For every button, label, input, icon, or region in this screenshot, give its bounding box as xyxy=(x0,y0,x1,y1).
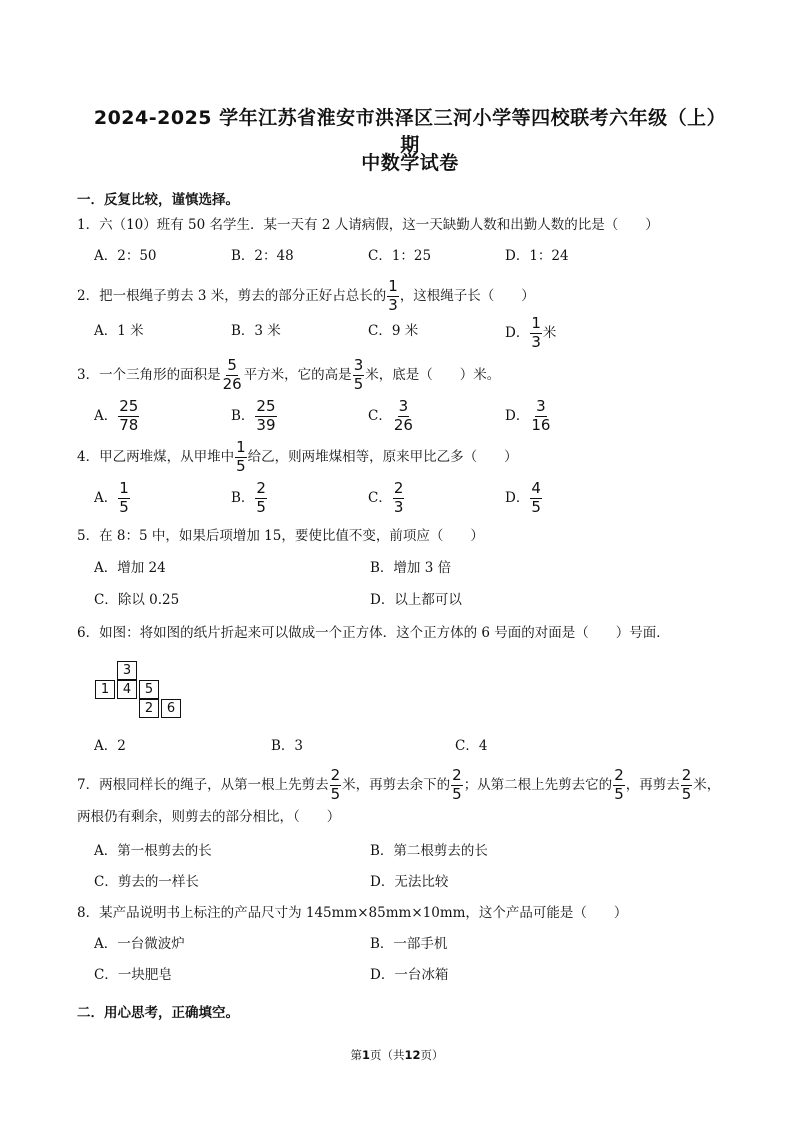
q4-option-b: B． $\frac{2}{5}$ xyxy=(231,479,266,516)
question-8-text: 8．某产品说明书上标注的产品尺寸为 145mm×85mm×10mm，这个产品可能是（ ） xyxy=(77,905,628,921)
net-face-2: 2 xyxy=(139,699,159,718)
q4-option-d: D． $\frac{4}{5}$ xyxy=(505,479,541,516)
fraction: $\frac{2}{5}$ xyxy=(330,766,341,803)
q3-option-c: C． $\frac{3}{26}$ xyxy=(368,397,413,434)
q5-option-d: D．以上都可以 xyxy=(370,592,462,608)
q6-option-b: B．3 xyxy=(271,738,304,754)
q6-option-a: A．2 xyxy=(94,738,126,754)
fraction: $\frac{25}{39}$ xyxy=(256,397,276,434)
fraction: $\frac{2}{5}$ xyxy=(681,766,692,803)
q3-option-d: D． $\frac{3}{16}$ xyxy=(505,397,551,434)
net-face-3: 3 xyxy=(117,661,137,680)
q7-option-c: C．剪去的一样长 xyxy=(94,874,199,890)
fraction: $\frac{3}{16}$ xyxy=(531,397,551,434)
q8-option-b: B．一部手机 xyxy=(370,936,448,952)
net-face-4: 4 xyxy=(117,680,137,699)
page-footer: 第1页（共12页） xyxy=(350,1048,444,1062)
q5-option-b: B．增加 3 倍 xyxy=(370,560,452,576)
section-2-heading: 二．用心思考，正确填空。 xyxy=(77,1005,239,1021)
question-5-text: 5．在 8：5 中，如果后项增加 15，要使比值不变，前项应（ ） xyxy=(77,528,484,544)
fraction: $\frac{1}{3}$ xyxy=(388,277,398,314)
fraction: $\frac{5}{26}$ xyxy=(222,356,242,393)
q2-option-b: B．3 米 xyxy=(231,323,281,339)
q3-option-a: A． $\frac{25}{78}$ xyxy=(94,397,139,434)
q8-option-d: D．一台冰箱 xyxy=(370,967,449,983)
q7-option-a: A．第一根剪去的长 xyxy=(94,843,212,859)
q5-option-c: C．除以 0.25 xyxy=(94,592,180,608)
q1-option-b: B．2：48 xyxy=(231,248,294,264)
fraction: $\frac{3}{5}$ xyxy=(353,356,364,393)
q1-option-a: A．2：50 xyxy=(94,248,157,264)
q6-option-c: C．4 xyxy=(455,738,488,754)
q4-option-a: A． $\frac{1}{5}$ xyxy=(94,479,129,516)
question-4-text: 4．甲乙两堆煤，从甲堆中 $\frac{1}{5}$ 给乙，则两堆煤相等，原来甲比乙多（ ） xyxy=(77,438,518,475)
fraction: $\frac{3}{26}$ xyxy=(393,397,413,434)
fraction: $\frac{1}{5}$ xyxy=(236,438,246,475)
q2-option-c: C．9 米 xyxy=(368,323,419,339)
q5-option-a: A．增加 24 xyxy=(94,560,166,576)
question-7-text: 7．两根同样长的绳子，从第一根上先剪去 $\frac{2}{5}$ 米，再剪去余下的 $\frac{2}{5}$ ；从第二根上先剪去它的 $\frac{2}{5}$ ，再剪去 $\frac{2}{5}$ 米， xyxy=(77,766,721,803)
fraction: $\frac{2}{5}$ xyxy=(614,766,624,803)
fraction: $\frac{2}{3}$ xyxy=(393,479,404,516)
q7-option-b: B．第二根剪去的长 xyxy=(370,843,488,859)
fraction: $\frac{2}{5}$ xyxy=(452,766,462,803)
question-3-text: 3．一个三角形的面积是 $\frac{5}{26}$ 平方米，它的高是 $\frac{3}{5}$ 米，底是（ ）米。 xyxy=(77,356,501,393)
net-face-5: 5 xyxy=(139,680,159,699)
question-1-text: 1．六（10）班有 50 名学生．某一天有 2 人请病假，这一天缺勤人数和出勤人数的比是（ ） xyxy=(77,217,659,233)
question-6-text: 6．如图：将如图的纸片折起来可以做成一个正方体．这个正方体的 6 号面的对面是（ ）号面． xyxy=(77,625,670,641)
fraction: $\frac{25}{78}$ xyxy=(119,397,139,434)
q7-option-d: D．无法比较 xyxy=(370,874,449,890)
q8-option-c: C．一块肥皂 xyxy=(94,967,172,983)
q4-option-c: C． $\frac{2}{3}$ xyxy=(368,479,404,516)
q1-option-d: D．1：24 xyxy=(505,248,569,264)
net-face-1: 1 xyxy=(95,680,115,699)
question-2-text: 2．把一根绳子剪去 3 米，剪去的部分正好占总长的 $\frac{1}{3}$ ，这根绳子长（ ） xyxy=(77,277,535,314)
q8-option-a: A．一台微波炉 xyxy=(94,936,185,952)
q2-option-a: A．1 米 xyxy=(94,323,144,339)
page-title-line2: 中数学试卷 xyxy=(361,152,459,174)
q2-option-d: D． $\frac{1}{3}$ 米 xyxy=(505,314,557,351)
q3-option-b: B． $\frac{25}{39}$ xyxy=(231,397,276,434)
fraction: $\frac{1}{3}$ xyxy=(531,314,541,351)
question-7-text-line2: 两根仍有剩余，则剪去的部分相比，（ ） xyxy=(77,809,341,825)
fraction: $\frac{1}{5}$ xyxy=(119,479,129,516)
q1-option-c: C．1：25 xyxy=(368,248,432,264)
fraction: $\frac{4}{5}$ xyxy=(531,479,541,516)
section-1-heading: 一．反复比较，谨慎选择。 xyxy=(77,192,239,208)
page-title-line1: 2024-2025 学年江苏省淮安市洪泽区三河小学等四校联考六年级（上）期 xyxy=(93,107,727,156)
net-face-6: 6 xyxy=(161,699,181,718)
fraction: $\frac{2}{5}$ xyxy=(256,479,266,516)
